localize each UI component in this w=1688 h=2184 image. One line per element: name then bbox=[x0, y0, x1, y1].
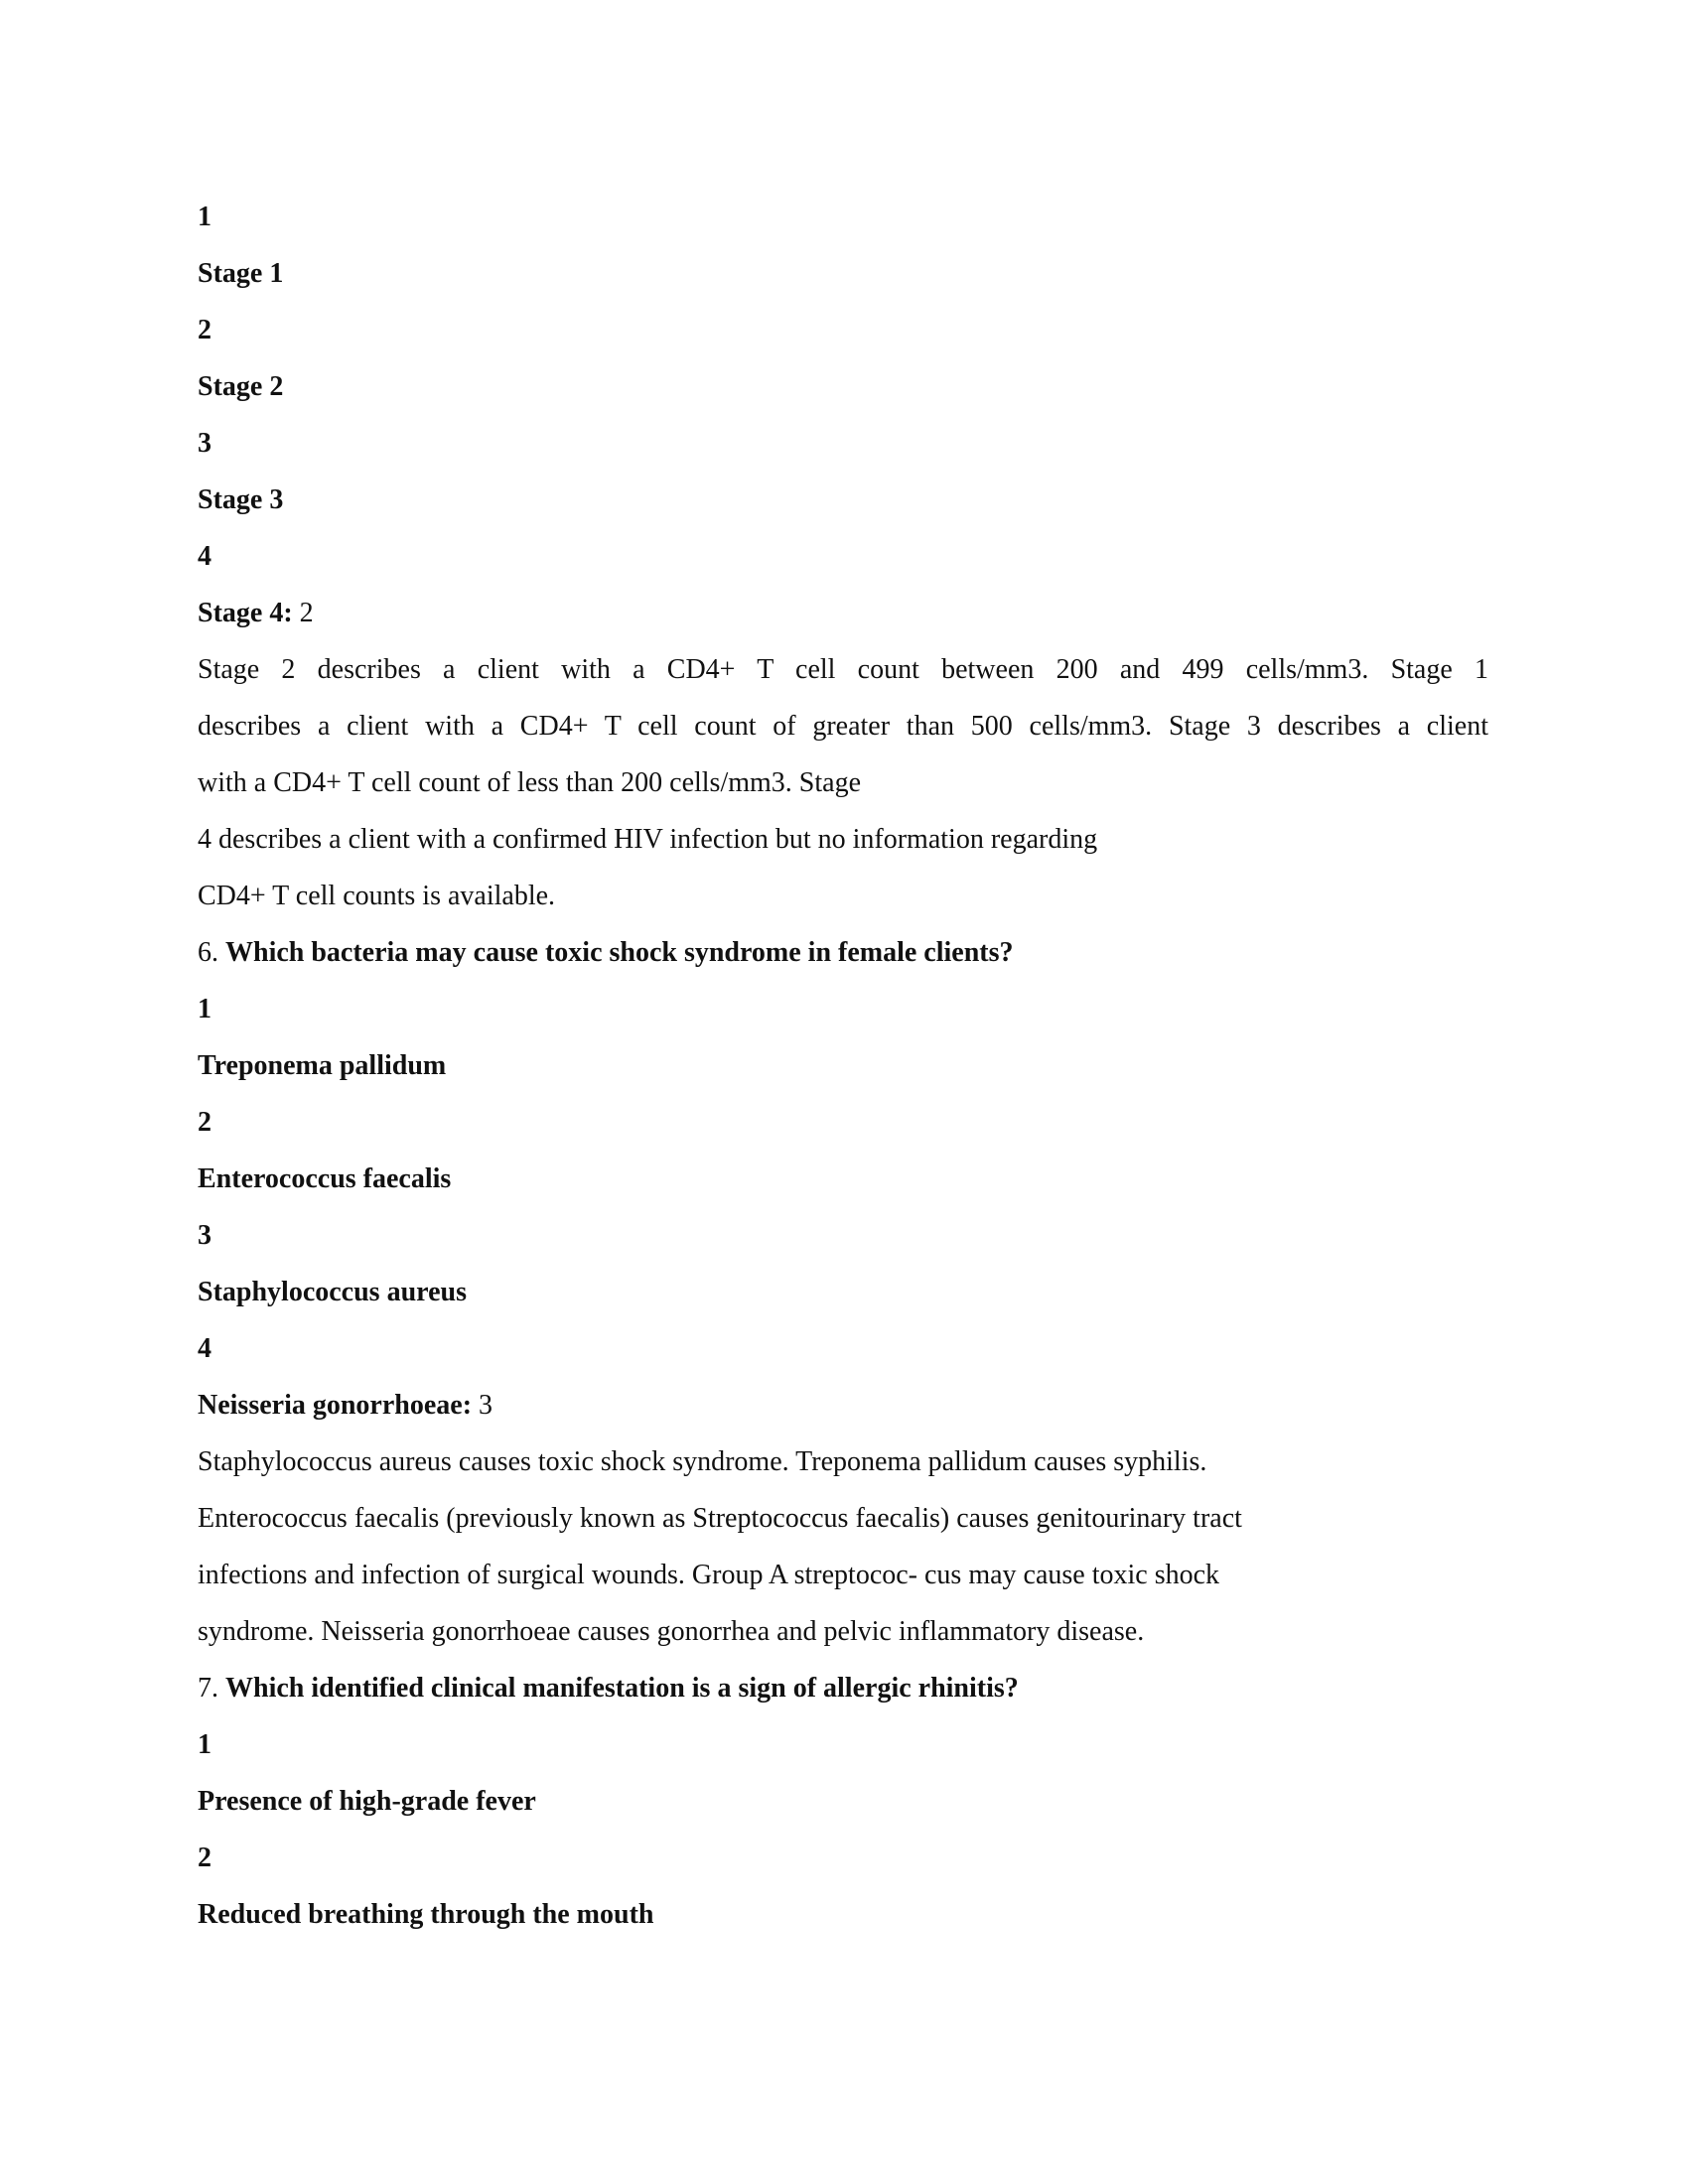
option-number: 2 bbox=[198, 315, 211, 345]
answer-key: 2 bbox=[299, 598, 314, 628]
rationale-line: describes a client with a CD4+ T cell count of greater than 500 cells/mm3. Stage 3 describes a client bbox=[198, 711, 1488, 742]
question-6 bbox=[198, 924, 1488, 981]
answer-key: 3 bbox=[479, 1390, 493, 1421]
option-number: 3 bbox=[198, 1220, 211, 1251]
option-text: Enterococcus faecalis bbox=[198, 1163, 452, 1194]
rationale-line: 4 describes a client with a confirmed HIV infection but no information regarding bbox=[198, 824, 1098, 855]
option-number: 1 bbox=[198, 994, 211, 1024]
rationale-line: Stage 2 describes a client with a CD4+ T cell count between 200 and 499 cells/mm3. Stage 1 bbox=[198, 654, 1488, 685]
option-text: Stage 4: bbox=[198, 598, 293, 628]
rationale-line: Enterococcus faecalis (previously known as Streptococcus faecalis) causes genitourinary tract bbox=[198, 1503, 1242, 1534]
option-number: 4 bbox=[198, 541, 211, 572]
question-number: 6. bbox=[198, 937, 218, 968]
option-number: 4 bbox=[198, 1333, 211, 1364]
option-number: 1 bbox=[198, 202, 211, 232]
rationale-line: infections and infection of surgical wounds. Group A streptococ- cus may cause toxic shock bbox=[198, 1560, 1220, 1590]
option-number: 1 bbox=[198, 1729, 211, 1760]
option-text: Stage 1 bbox=[198, 258, 284, 289]
option-text: Neisseria gonorrhoeae: bbox=[198, 1390, 473, 1421]
question-text: Which identified clinical manifestation is a sign of allergic rhinitis? bbox=[225, 1673, 1019, 1704]
question-number: 7. bbox=[198, 1673, 218, 1704]
rationale-line: CD4+ T cell counts is available. bbox=[198, 881, 556, 911]
option-with-answer bbox=[198, 1377, 1488, 1433]
option-number: 3 bbox=[198, 428, 211, 459]
option-number: 2 bbox=[198, 1843, 211, 1873]
rationale-line: syndrome. Neisseria gonorrhoeae causes gonorrhea and pelvic inflammatory disease. bbox=[198, 1616, 1145, 1647]
rationale-line: Staphylococcus aureus causes toxic shock syndrome. Treponema pallidum causes syphilis. bbox=[198, 1446, 1207, 1477]
question-7 bbox=[198, 1660, 1488, 1716]
option-with-answer bbox=[198, 585, 1488, 641]
option-text: Stage 3 bbox=[198, 484, 284, 515]
option-text: Stage 2 bbox=[198, 371, 284, 402]
document-page bbox=[198, 189, 1488, 1943]
option-text: Presence of high-grade fever bbox=[198, 1786, 536, 1817]
option-number: 2 bbox=[198, 1107, 211, 1138]
rationale-line: with a CD4+ T cell count of less than 200 cells/mm3. Stage bbox=[198, 767, 861, 798]
question-text: Which bacteria may cause toxic shock syndrome in female clients? bbox=[225, 937, 1014, 968]
option-text: Reduced breathing through the mouth bbox=[198, 1899, 654, 1930]
option-text: Treponema pallidum bbox=[198, 1050, 447, 1081]
option-text: Staphylococcus aureus bbox=[198, 1277, 467, 1307]
